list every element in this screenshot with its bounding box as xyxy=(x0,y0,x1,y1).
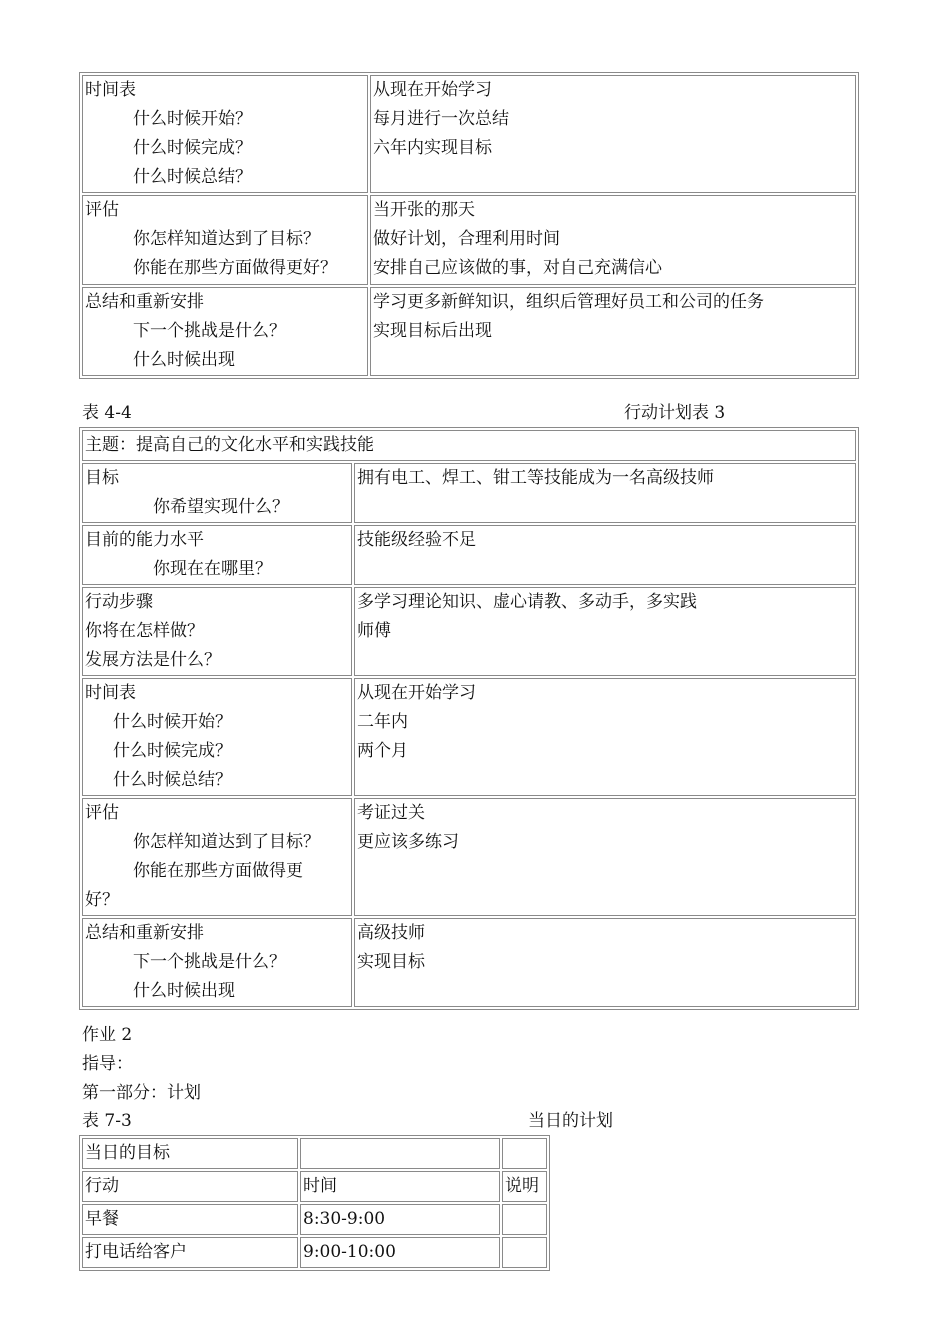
row-question: 什么时候完成？ xyxy=(113,741,232,761)
table-row xyxy=(82,1204,547,1235)
answer-line: 学习更多新鲜知识，组织后管理好员工和公司的任务 xyxy=(373,292,764,312)
row-answer-cell xyxy=(370,75,856,193)
table-row xyxy=(82,1237,547,1268)
goal-note-cell xyxy=(502,1138,547,1169)
row-label-cell xyxy=(82,678,352,796)
table-caption-title: 行动计划表 3 xyxy=(624,403,726,423)
table-row xyxy=(82,918,856,1007)
row-answer-cell xyxy=(354,525,856,585)
row-heading: 总结和重新安排 xyxy=(85,923,204,943)
time-cell: 8:30-9:00 xyxy=(300,1204,500,1235)
answer-line: 两个月 xyxy=(357,741,408,761)
theme-cell: 主题：提高自己的文化水平和实践技能 xyxy=(82,430,856,461)
row-heading: 时间表 xyxy=(85,80,136,100)
row-label-cell xyxy=(82,287,368,376)
answer-line: 安排自己应该做的事，对自己充满信心 xyxy=(373,258,662,278)
row-answer-cell xyxy=(354,798,856,916)
row-heading: 评估 xyxy=(85,200,119,220)
row-label-cell xyxy=(82,463,352,523)
table-row xyxy=(82,525,856,585)
goal-value-cell xyxy=(300,1138,500,1169)
row-question: 什么时候开始？ xyxy=(133,109,252,129)
answer-line: 高级技师 xyxy=(357,923,425,943)
answer-line: 师傅 xyxy=(357,621,391,641)
row-question: 什么时候总结？ xyxy=(133,167,252,187)
row-question: 你能在那些方面做得更好？ xyxy=(133,258,337,278)
row-heading: 评估 xyxy=(85,803,119,823)
answer-line: 实现目标后出现 xyxy=(373,321,492,341)
table-row xyxy=(82,75,856,193)
homework-guide: 指导： xyxy=(82,1054,133,1074)
answer-line: 每月进行一次总结 xyxy=(373,109,509,129)
answer-line: 拥有电工、焊工、钳工等技能成为一名高级技师 xyxy=(357,468,714,488)
column-header-time: 时间 xyxy=(300,1171,500,1202)
row-question: 下一个挑战是什么？ xyxy=(133,321,286,341)
homework-part-heading: 第一部分：计划 xyxy=(82,1083,201,1103)
note-cell xyxy=(502,1204,547,1235)
row-question: 发展方法是什么？ xyxy=(85,650,221,670)
answer-line: 技能级经验不足 xyxy=(357,530,476,550)
answer-line: 当开张的那天 xyxy=(373,200,475,220)
time-cell: 9:00-10:00 xyxy=(300,1237,500,1268)
row-question: 你现在在哪里？ xyxy=(153,559,272,579)
row-label-cell xyxy=(82,587,352,676)
row-question: 什么时候出现 xyxy=(133,981,235,1001)
table-caption-title: 当日的计划 xyxy=(528,1111,613,1131)
answer-line: 考证过关 xyxy=(357,803,425,823)
table-header-row xyxy=(82,1171,547,1202)
answer-line: 从现在开始学习 xyxy=(373,80,492,100)
row-question: 你怎样知道达到了目标？ xyxy=(133,832,320,852)
table-row xyxy=(82,195,856,285)
table-row xyxy=(82,587,856,676)
answer-line: 实现目标 xyxy=(357,952,425,972)
row-label-cell xyxy=(82,798,352,916)
goal-label-cell: 当日的目标 xyxy=(82,1138,298,1169)
table-row xyxy=(82,1138,547,1169)
row-question: 下一个挑战是什么？ xyxy=(133,952,286,972)
row-answer-cell xyxy=(354,678,856,796)
row-answer-cell xyxy=(354,463,856,523)
row-question: 你怎样知道达到了目标？ xyxy=(133,229,320,249)
table-row xyxy=(82,678,856,796)
row-question: 你希望实现什么？ xyxy=(153,497,289,517)
row-question-wrap: 好？ xyxy=(85,890,119,910)
row-label-cell xyxy=(82,195,368,285)
column-header-note: 说明 xyxy=(502,1171,547,1202)
homework-title: 作业 2 xyxy=(82,1025,133,1045)
answer-line: 做好计划，合理利用时间 xyxy=(373,229,560,249)
answer-line: 六年内实现目标 xyxy=(373,138,492,158)
row-question: 你将在怎样做？ xyxy=(85,621,204,641)
action-plan-table-3 xyxy=(79,427,859,1010)
table-caption-number: 表 4-4 xyxy=(82,403,132,423)
table-row xyxy=(82,463,856,523)
row-heading: 时间表 xyxy=(85,683,136,703)
row-answer-cell xyxy=(354,587,856,676)
note-cell xyxy=(502,1237,547,1268)
row-question: 什么时候总结？ xyxy=(113,770,232,790)
row-answer-cell xyxy=(370,287,856,376)
daily-plan-table xyxy=(79,1135,550,1271)
answer-line: 二年内 xyxy=(357,712,408,732)
answer-line: 更应该多练习 xyxy=(357,832,459,852)
row-question: 什么时候完成？ xyxy=(133,138,252,158)
answer-line: 从现在开始学习 xyxy=(357,683,476,703)
action-cell: 早餐 xyxy=(82,1204,298,1235)
action-plan-table-continued xyxy=(79,72,859,379)
row-answer-cell xyxy=(354,918,856,1007)
row-heading: 目前的能力水平 xyxy=(85,530,204,550)
row-heading: 总结和重新安排 xyxy=(85,292,204,312)
action-cell: 打电话给客户 xyxy=(82,1237,298,1268)
row-question: 什么时候开始？ xyxy=(113,712,232,732)
table-row xyxy=(82,287,856,376)
row-label-cell xyxy=(82,525,352,585)
table-caption-number: 表 7-3 xyxy=(82,1111,132,1131)
answer-line: 多学习理论知识、虚心请教、多动手，多实践 xyxy=(357,592,697,612)
row-question: 你能在那些方面做得更 xyxy=(133,861,303,881)
table-row xyxy=(82,430,856,461)
row-label-cell xyxy=(82,75,368,193)
row-heading: 行动步骤 xyxy=(85,592,153,612)
table-row xyxy=(82,798,856,916)
row-answer-cell xyxy=(370,195,856,285)
row-label-cell xyxy=(82,918,352,1007)
column-header-action: 行动 xyxy=(82,1171,298,1202)
row-question: 什么时候出现 xyxy=(133,350,235,370)
row-heading: 目标 xyxy=(85,468,119,488)
